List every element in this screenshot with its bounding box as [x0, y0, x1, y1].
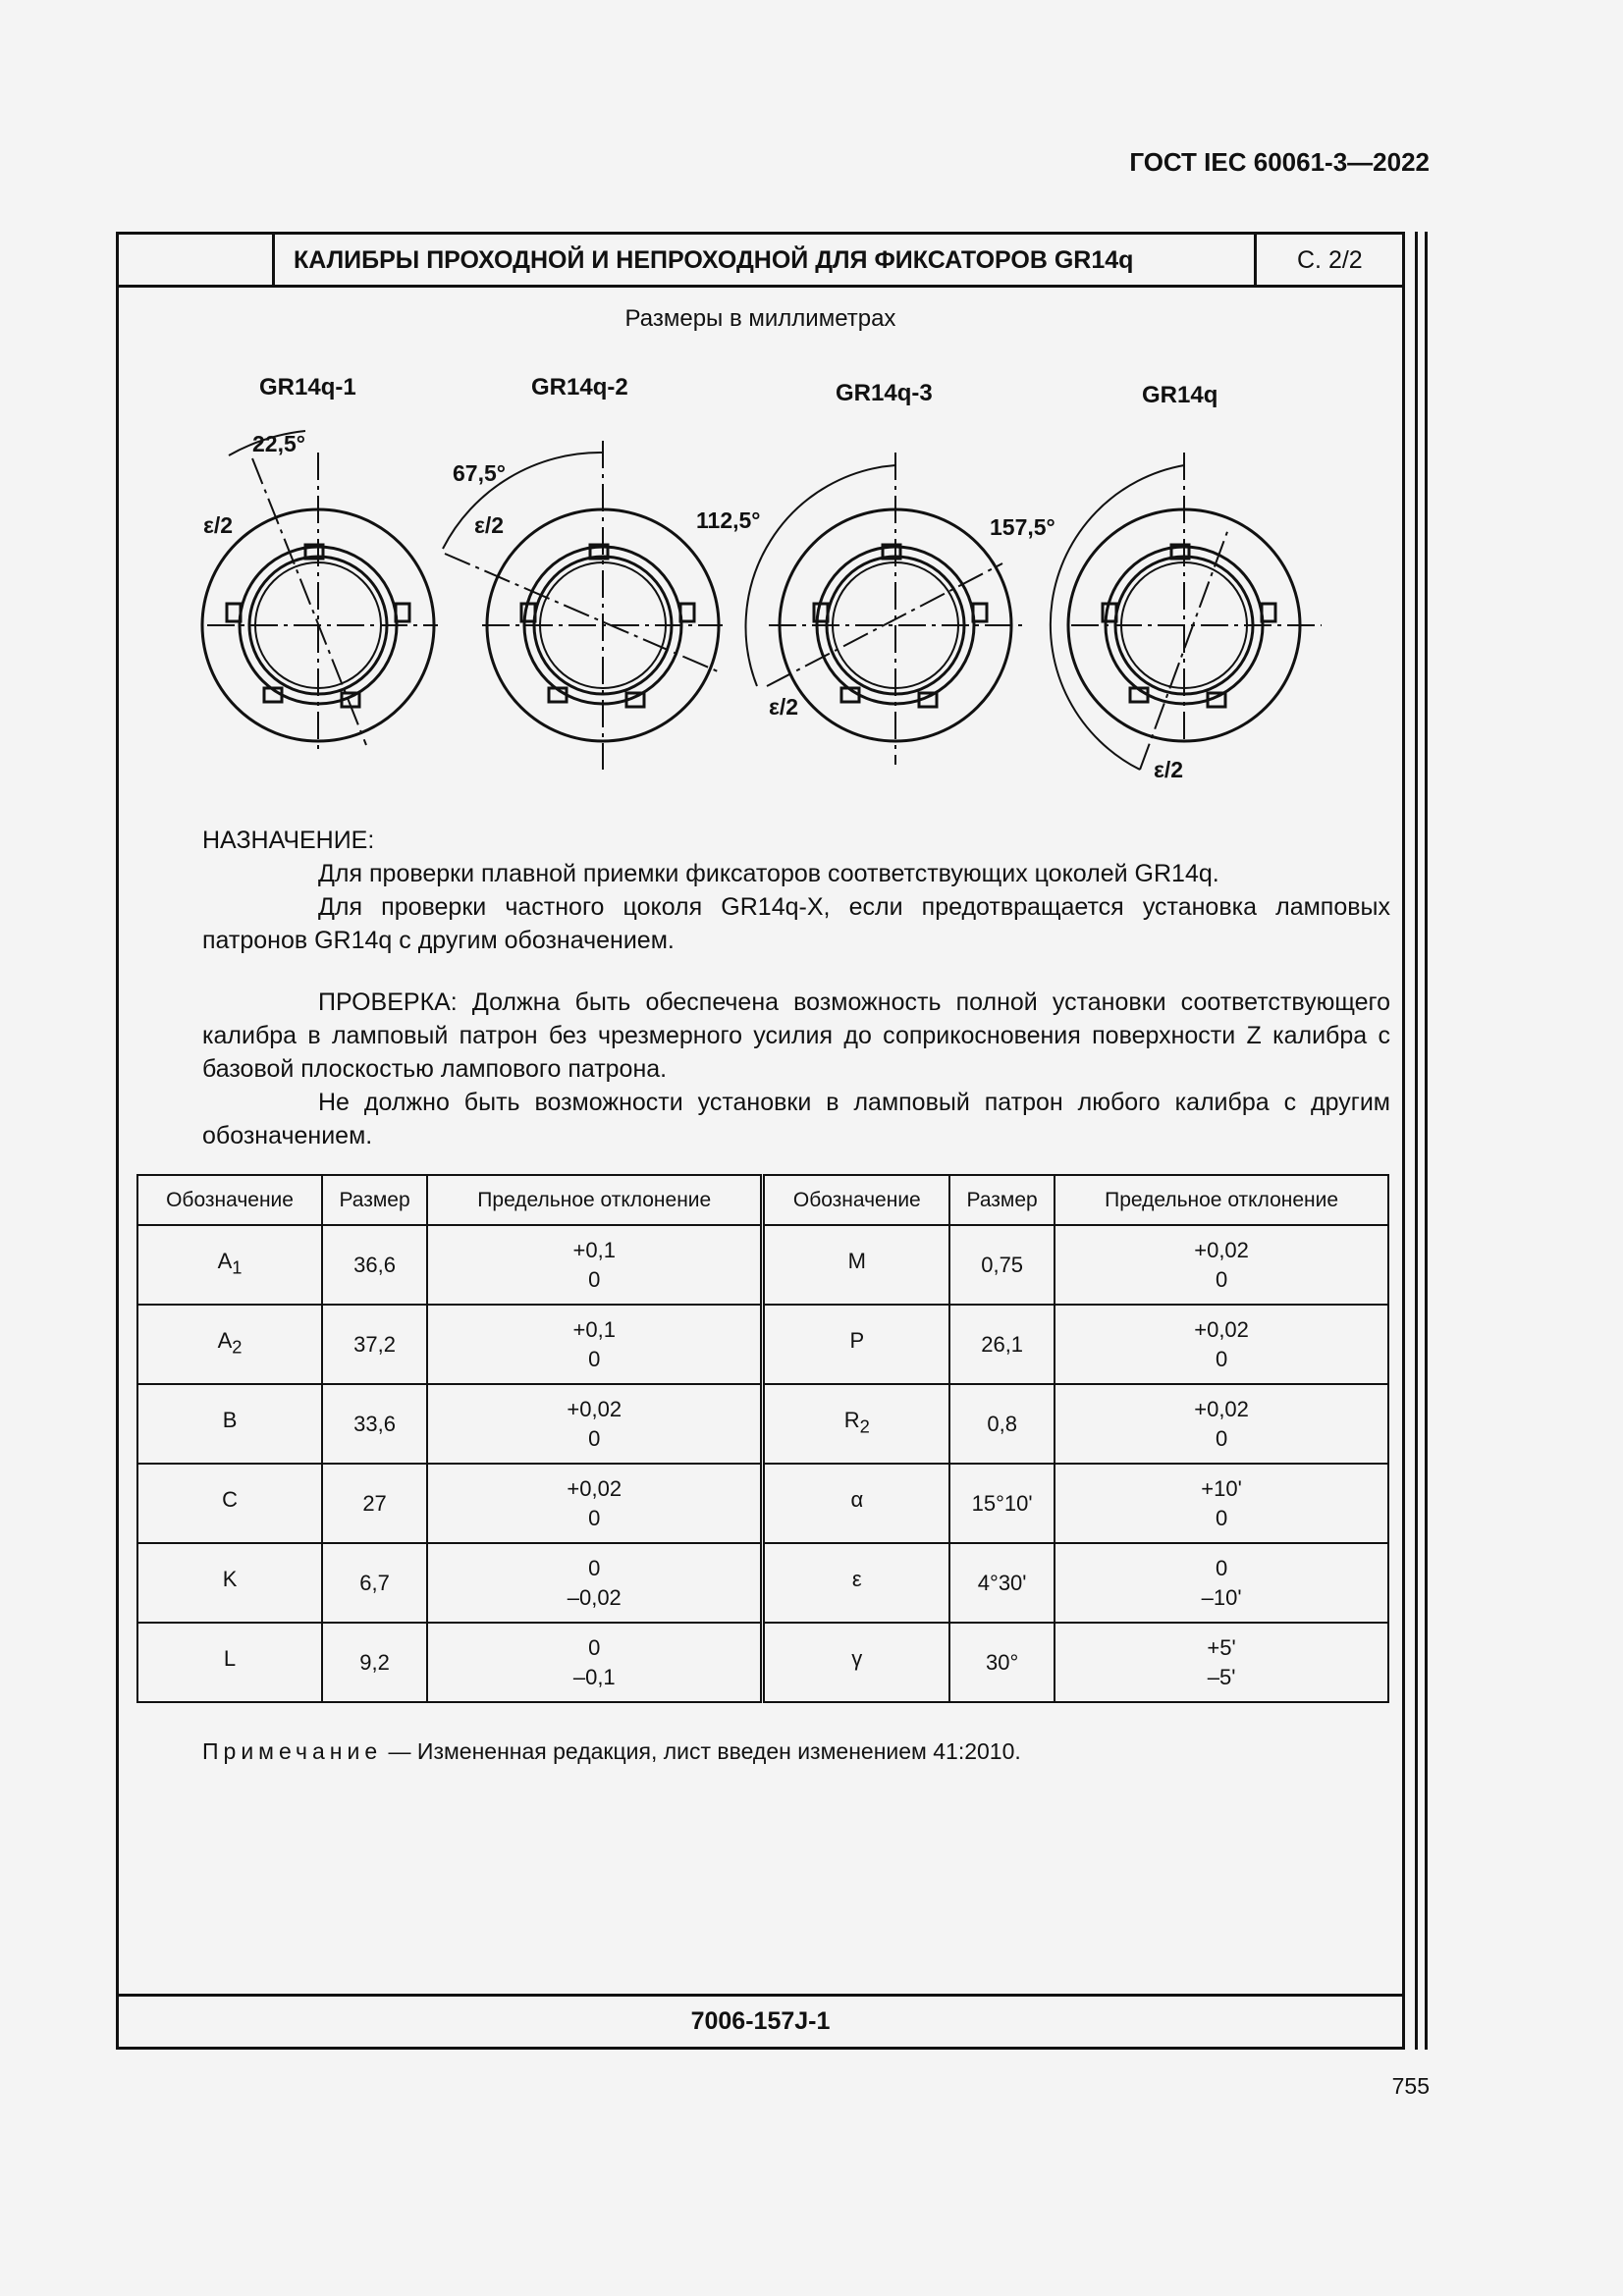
- column-header: Предельное отклонение: [1055, 1175, 1388, 1225]
- table-row: [137, 1225, 1388, 1305]
- upper-tolerance: 0: [588, 1555, 601, 1580]
- angle-label: 157,5°: [990, 514, 1055, 540]
- column-header: Размер: [949, 1175, 1055, 1225]
- lower-tolerance: 0: [1215, 1266, 1228, 1292]
- sheet-title: КАЛИБРЫ ПРОХОДНОЙ И НЕПРОХОДНОЙ ДЛЯ ФИКСАТОРОВ GR14q: [294, 246, 1134, 274]
- note: [202, 1738, 1021, 1765]
- column-header: Размер: [322, 1175, 427, 1225]
- table-cell: [949, 1464, 1055, 1543]
- lower-tolerance: –0,1: [572, 1664, 616, 1689]
- table-cell: [322, 1543, 427, 1623]
- table-cell: [1055, 1464, 1388, 1543]
- gauge-gr14q-2: [443, 441, 723, 770]
- upper-tolerance: 0: [588, 1634, 601, 1660]
- table-cell: [427, 1623, 763, 1702]
- symbol-subscript: 2: [859, 1415, 870, 1437]
- eps-label: ε/2: [474, 512, 505, 538]
- table-cell: [427, 1225, 763, 1305]
- column-header: Обозначение: [137, 1175, 322, 1225]
- table-cell: [137, 1384, 322, 1464]
- check-block: [202, 986, 1390, 1152]
- table-cell: [427, 1384, 763, 1464]
- table-cell: [427, 1464, 763, 1543]
- symbol: A: [217, 1249, 233, 1274]
- symbol: A: [217, 1328, 233, 1354]
- table-row: [137, 1543, 1388, 1623]
- table-cell: [137, 1305, 322, 1384]
- table-cell: [763, 1225, 949, 1305]
- frame-side-line: [1415, 232, 1418, 2050]
- table-cell: [427, 1305, 763, 1384]
- gauge-gr14q: [1051, 453, 1322, 770]
- figure-label: GR14q-3: [836, 380, 933, 406]
- size-value: 15°10': [971, 1490, 1033, 1516]
- size-value: 6,7: [359, 1570, 390, 1595]
- symbol: R: [843, 1408, 860, 1433]
- angle-label: 112,5°: [696, 507, 761, 533]
- standard-number: ГОСТ IEC 60061-3—2022: [1129, 147, 1430, 177]
- table-cell: [763, 1464, 949, 1543]
- lower-tolerance: 0: [1215, 1346, 1228, 1371]
- table-cell: [763, 1623, 949, 1702]
- column-header: Обозначение: [763, 1175, 949, 1225]
- purpose-line: Для проверки частного цоколя GR14q-X, если предотвращается установка ламповых патронов GR14q с другим обозначением.: [202, 893, 1390, 954]
- table-row: [137, 1384, 1388, 1464]
- table-cell: [1055, 1305, 1388, 1384]
- size-value: 37,2: [353, 1331, 396, 1357]
- figure-label: GR14q: [1142, 382, 1218, 408]
- symbol: C: [222, 1487, 238, 1513]
- sheet-footer-code: 7006-157J-1: [119, 1994, 1402, 2047]
- table-cell: [949, 1305, 1055, 1384]
- gauge-gr14q-3: [746, 453, 1022, 765]
- note-prefix: Примечание: [202, 1738, 383, 1764]
- angle-label: 22,5°: [252, 431, 305, 456]
- size-value: 33,6: [353, 1411, 396, 1436]
- upper-tolerance: +0,02: [567, 1396, 622, 1421]
- upper-tolerance: 0: [1215, 1555, 1228, 1580]
- upper-tolerance: +5': [1207, 1634, 1236, 1660]
- table-cell: [137, 1225, 322, 1305]
- table-cell: [949, 1225, 1055, 1305]
- symbol: B: [222, 1408, 238, 1433]
- purpose-block: [202, 824, 1390, 957]
- size-value: 0,75: [981, 1252, 1024, 1277]
- lower-tolerance: 0: [1215, 1425, 1228, 1451]
- table-cell: [322, 1384, 427, 1464]
- size-value: 4°30': [977, 1570, 1027, 1595]
- table-cell: [1055, 1225, 1388, 1305]
- upper-tolerance: +10': [1201, 1475, 1242, 1501]
- size-value: 9,2: [359, 1649, 390, 1675]
- table-cell: [322, 1464, 427, 1543]
- purpose-heading: НАЗНАЧЕНИЕ:: [202, 827, 375, 854]
- gauges-diagram: [119, 235, 1408, 843]
- upper-tolerance: +0,1: [572, 1237, 616, 1262]
- size-value: 27: [362, 1490, 387, 1516]
- symbol: L: [223, 1646, 237, 1672]
- symbol: M: [847, 1249, 866, 1274]
- table-cell: [763, 1305, 949, 1384]
- symbol: P: [849, 1328, 865, 1354]
- frame-side-line: [1425, 232, 1428, 2050]
- note-text: — Измененная редакция, лист введен изменением 41:2010.: [382, 1738, 1021, 1764]
- lower-tolerance: –0,02: [567, 1584, 622, 1610]
- table-row: [137, 1464, 1388, 1543]
- lower-tolerance: 0: [588, 1266, 601, 1292]
- symbol: K: [222, 1567, 238, 1592]
- table-cell: [322, 1305, 427, 1384]
- upper-tolerance: +0,02: [1194, 1237, 1249, 1262]
- table-cell: [1055, 1543, 1388, 1623]
- table-cell: [949, 1543, 1055, 1623]
- upper-tolerance: +0,02: [1194, 1396, 1249, 1421]
- check-paragraph: Не должно быть возможности установки в ламповый патрон любого калибра с другим обозначением.: [202, 1089, 1390, 1149]
- upper-tolerance: +0,1: [572, 1316, 616, 1342]
- table-cell: [1055, 1623, 1388, 1702]
- eps-label: ε/2: [1154, 757, 1184, 782]
- lower-tolerance: 0: [1215, 1505, 1228, 1530]
- table-cell: [949, 1623, 1055, 1702]
- lower-tolerance: –10': [1201, 1584, 1242, 1610]
- gauge-gr14q-1: [202, 431, 438, 755]
- dimensions-table: [136, 1174, 1389, 1703]
- symbol-subscript: 1: [232, 1256, 243, 1278]
- table-cell: [763, 1543, 949, 1623]
- sheet-page: С. 2/2: [1297, 246, 1363, 274]
- table-cell: [427, 1543, 763, 1623]
- table-cell: [137, 1464, 322, 1543]
- symbol: γ: [851, 1646, 863, 1672]
- figure-label: GR14q-2: [531, 374, 628, 400]
- lower-tolerance: –5': [1207, 1664, 1236, 1689]
- symbol-subscript: 2: [232, 1336, 243, 1358]
- sheet-frame: [116, 232, 1405, 2050]
- lower-tolerance: 0: [588, 1425, 601, 1451]
- eps-label: ε/2: [769, 694, 799, 720]
- check-paragraph: ПРОВЕРКА: Должна быть обеспечена возможность полной установки соответствующего калибра в ламповый патрон без чрезмерного усилия до соприкосновения поверхности Z калибра с базовой плоскостью лампового патрона.: [202, 988, 1390, 1083]
- purpose-line: Для проверки плавной приемки фиксаторов соответствующих цоколей GR14q.: [318, 860, 1219, 887]
- table-cell: [322, 1623, 427, 1702]
- units-caption: Размеры в миллиметрах: [624, 305, 896, 332]
- page-number: 755: [1391, 2073, 1430, 2099]
- lower-tolerance: 0: [588, 1346, 601, 1371]
- column-header: Предельное отклонение: [427, 1175, 763, 1225]
- lower-tolerance: 0: [588, 1505, 601, 1530]
- table-cell: [137, 1623, 322, 1702]
- size-value: 30°: [986, 1649, 1019, 1675]
- table-cell: [137, 1543, 322, 1623]
- table-header-row: [137, 1175, 1388, 1225]
- table-cell: [949, 1384, 1055, 1464]
- table-cell: [763, 1384, 949, 1464]
- upper-tolerance: +0,02: [1194, 1316, 1249, 1342]
- table-cell: [322, 1225, 427, 1305]
- table-cell: [1055, 1384, 1388, 1464]
- symbol: ε: [851, 1567, 862, 1592]
- table-row: [137, 1305, 1388, 1384]
- upper-tolerance: +0,02: [567, 1475, 622, 1501]
- size-value: 0,8: [987, 1411, 1017, 1436]
- angle-label: 67,5°: [453, 460, 506, 486]
- eps-label: ε/2: [203, 512, 234, 538]
- size-value: 26,1: [981, 1331, 1024, 1357]
- figure-label: GR14q-1: [259, 374, 356, 400]
- size-value: 36,6: [353, 1252, 396, 1277]
- table-row: [137, 1623, 1388, 1702]
- symbol: α: [850, 1487, 864, 1513]
